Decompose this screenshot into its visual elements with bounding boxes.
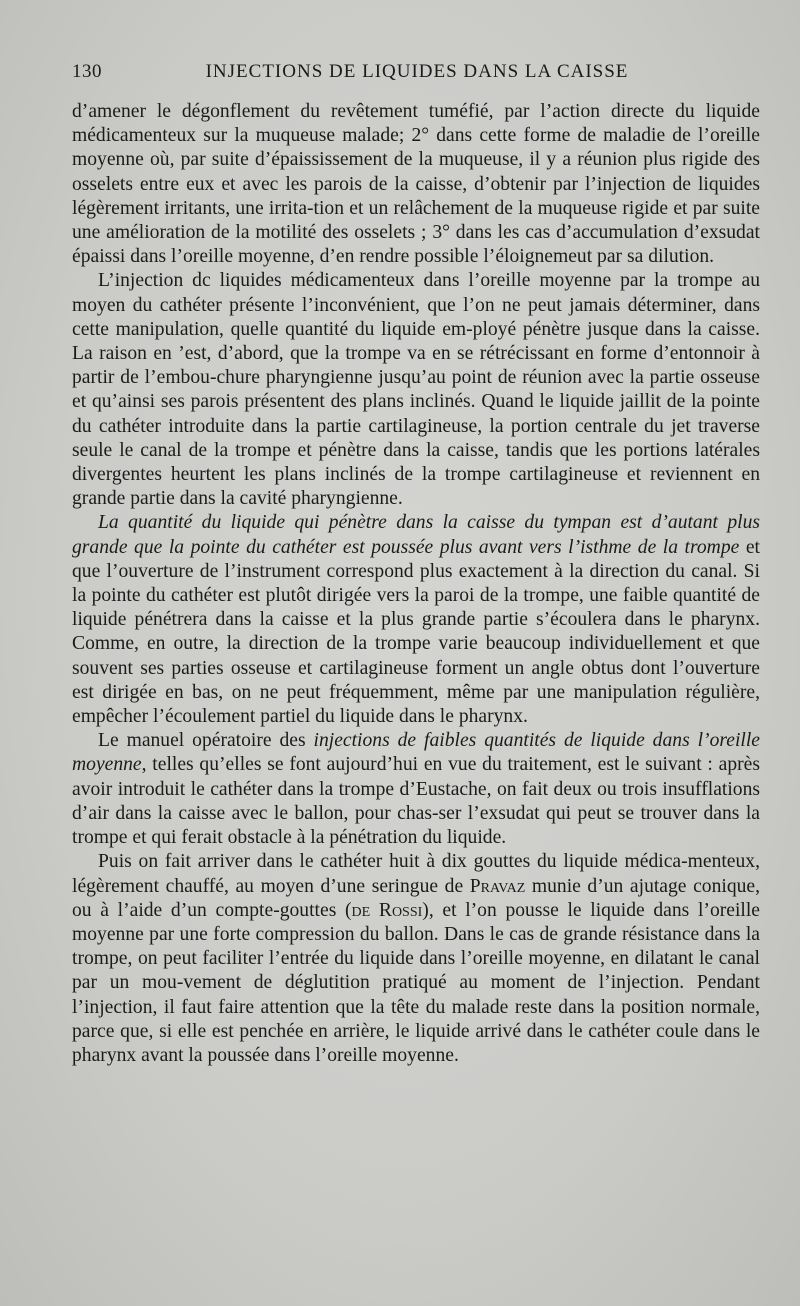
- italic-run: La quantité du liquide qui pénètre dans la caisse du tympan est d’autant plus grande que la pointe du cathéter est poussée plus avant vers l’isthme de la trompe: [72, 512, 760, 558]
- paragraph: [72, 729, 760, 850]
- page-number: 130: [72, 61, 102, 82]
- paragraph: [72, 269, 760, 511]
- paragraph: [72, 100, 760, 269]
- paragraph-text: , telles qu’elles se font aujourd’hui en vue du traitement, est le suivant : après avoir introduit le cathéter dans la trompe d’Eustache, on fait deux ou trois insufflations d’air dans la caisse avec le ballon, pour chas-ser l’exsudat qui peut se trouver dans la trompe et qui ferait obstacle à la pénétration du liquide.: [72, 754, 760, 849]
- paragraph-text: ), et l’on pousse le liquide dans l’oreille moyenne par une forte compression du ballon. Dans le cas de grande résistance dans la trompe, on peut faciliter l’entrée du liquide dans l’oreille moyenne, en dilatant le canal par un mou-vement de déglutition pratiqué au moment de l’injection. Pendant l’injection, il faut faire attention que la tête du malade reste dans la position normale, parce que, si elle est penchée en arrière, le liquide arrivé dans le cathéter coule dans le pharynx avant la poussée dans l’oreille moyenne.: [72, 899, 760, 1066]
- paragraph-text: L’injection dc liquides médicamenteux dans l’oreille moyenne par la trompe au moyen du cathéter présente l’inconvénient, que l’on ne peut jamais déterminer, dans cette manipulation, quelle quantité du liquide em-ployé pénètre jusque dans la caisse. La raison en ’est, d’abord, que la trompe va en se rétrécissant en forme d’entonnoir à partir de l’embou-chure pharyngienne jusqu’au point de réunion avec la partie osseuse et qu’ainsi ses parois présentent des plans inclinés. Quand le liquide jaillit de la pointe du cathéter introduite dans la partie cartilagineuse, la portion centrale du jet traverse seule le canal de la trompe et pénètre dans la caisse, tandis que les portions latérales divergentes heurtent les plans inclinés de la trompe cartilagineuse et reviennent en grande partie dans la cavité pharyngienne.: [72, 270, 760, 510]
- paragraph-text: d’amener le dégonflement du revêtement tuméfié, par l’action directe du liquide médicamenteux sur la muqueuse malade; 2° dans cette forme de maladie de l’oreille moyenne où, par suite d’épaississement de la muqueuse, il y a réunion plus rigide des osselets entre eux et avec les parois de la caisse, d’obtenir par l’injection de liquides légèrement irritants, une irrita-tion et un relâchement de la muqueuse rigide et par suite une amélioration de la motilité des osselets ; 3° dans les cas d’accumulation d’exsudat épaissi dans l’oreille moyenne, d’en rendre possible l’éloignemeut par sa dilution.: [72, 101, 760, 268]
- paragraph: [72, 511, 760, 729]
- body-text: [72, 100, 760, 1068]
- paragraph: [72, 850, 760, 1068]
- paragraph-text: munie d’un ajutage conique, ou à l’aide d’un compte-gouttes (: [72, 875, 761, 921]
- author-name: de Rossi: [351, 899, 423, 921]
- running-title: INJECTIONS DE LIQUIDES DANS LA CAISSE: [205, 61, 629, 82]
- author-name: Pravaz: [469, 875, 526, 897]
- paragraph-text: et que l’ouverture de l’instrument correspond plus exactement à la direction du canal. Si la pointe du cathéter est plutôt dirigée vers la paroi de la trompe, une faible quantité de liquide pénétrera dans la caisse et la plus grande partie s’écoulera dans le pharynx. Comme, en outre, la direction de la trompe varie beaucoup individuellement et que souvent ses parties osseuse et cartilagineuse forment un angle obtus dont l’ouverture est dirigée en bas, on ne peut fréquemment, même par une manipulation régulière, empêcher l’écoulement partiel du liquide dans le pharynx.: [72, 536, 760, 728]
- paragraph-text: Le manuel opératoire des: [98, 730, 314, 752]
- italic-run: injections de faibles quantités de liquide dans l’oreille moyenne: [72, 730, 761, 776]
- paragraph-text: Puis on fait arriver dans le cathéter huit à dix gouttes du liquide médica-menteux, légèrement chauffé, au moyen d’une seringue de: [72, 851, 760, 897]
